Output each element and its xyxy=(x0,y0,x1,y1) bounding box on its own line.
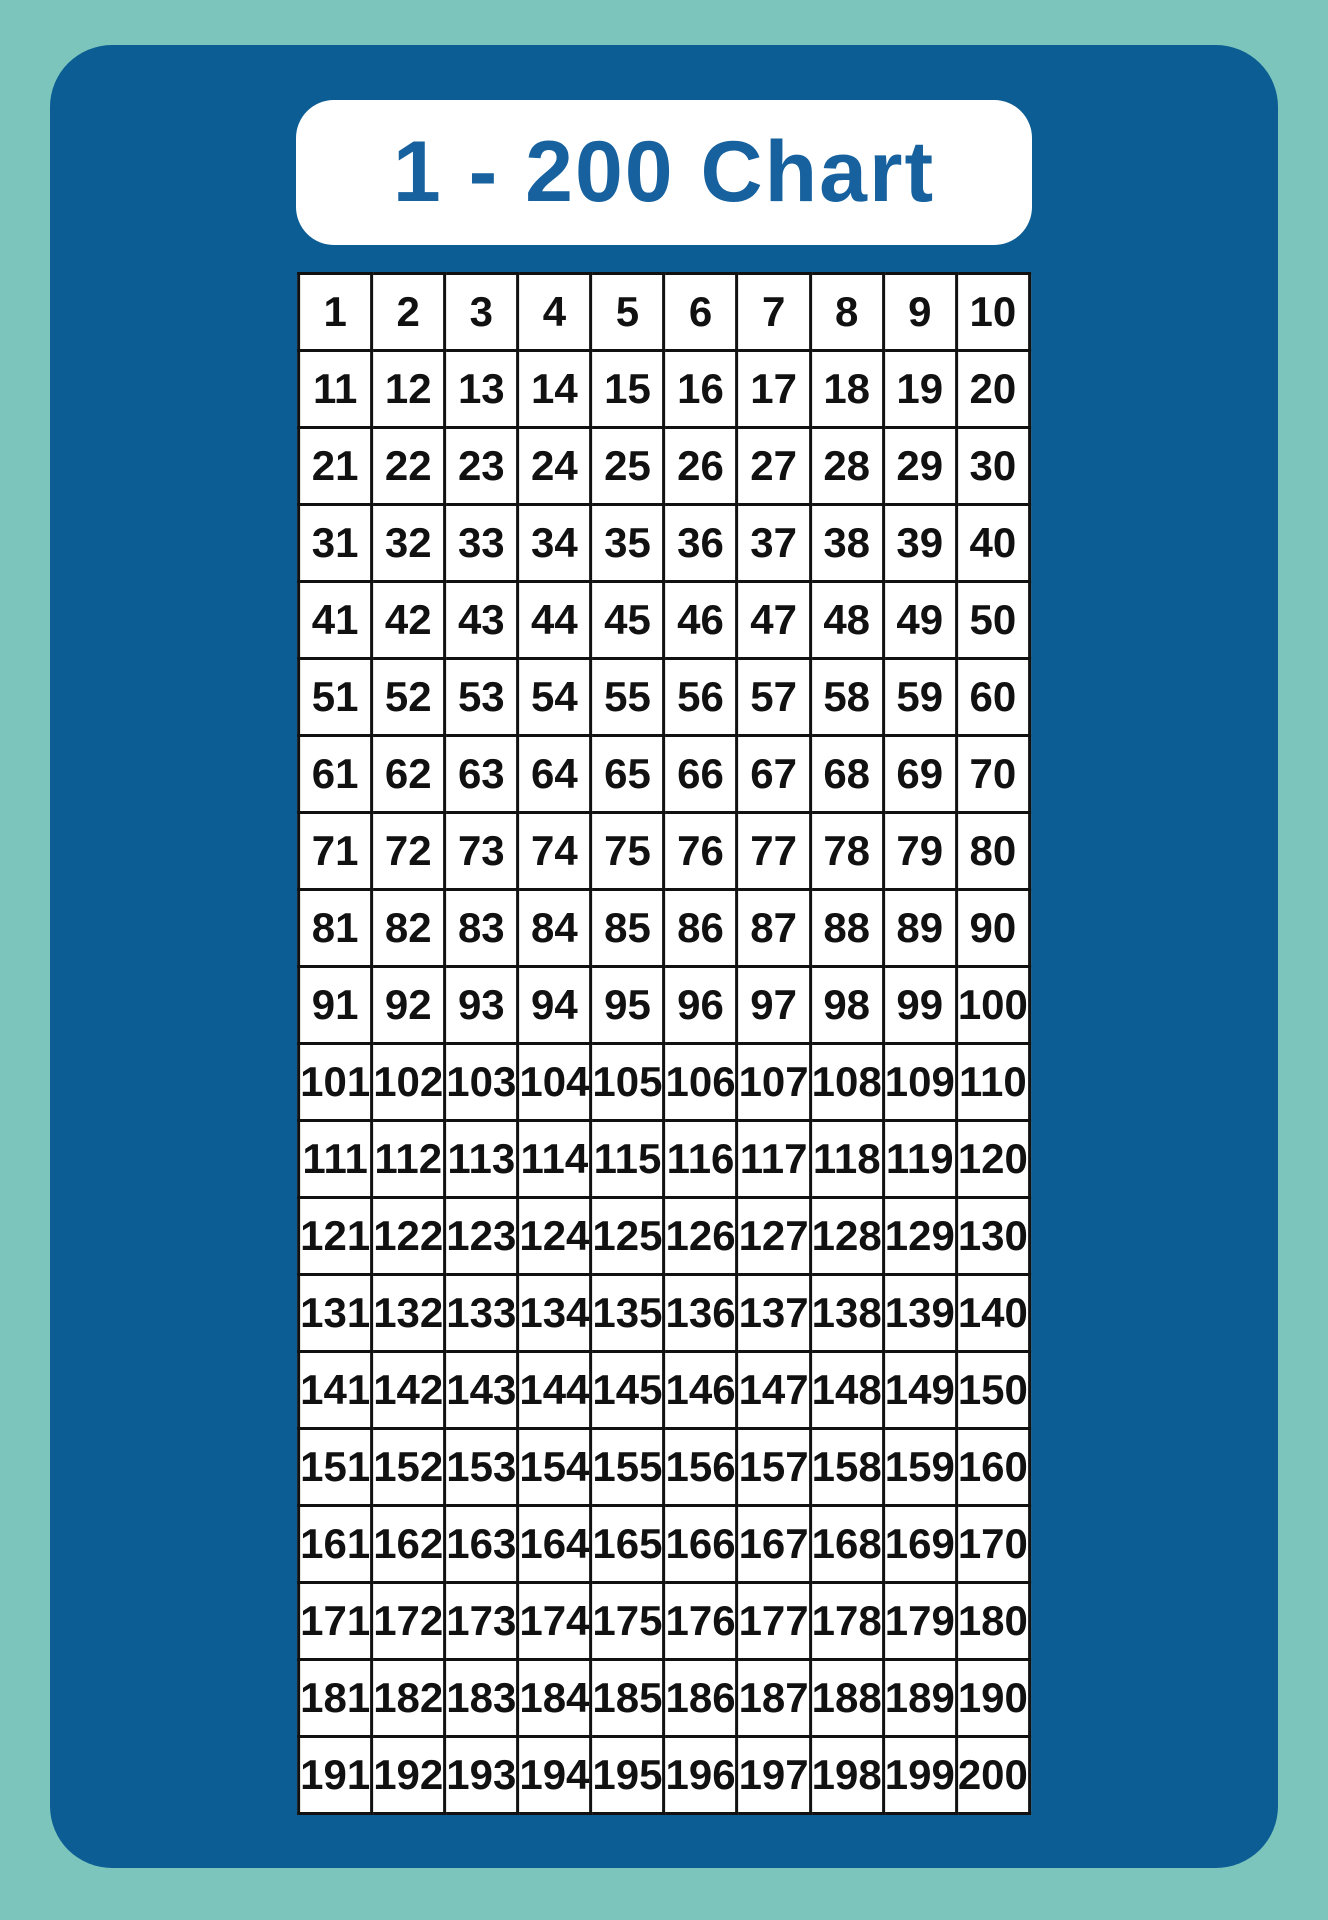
number-cell: 138 xyxy=(810,1275,883,1352)
number-cell: 189 xyxy=(883,1660,956,1737)
number-cell: 191 xyxy=(299,1737,372,1814)
number-cell: 68 xyxy=(810,736,883,813)
number-cell: 16 xyxy=(664,351,737,428)
number-cell: 56 xyxy=(664,659,737,736)
number-cell: 15 xyxy=(591,351,664,428)
number-cell: 41 xyxy=(299,582,372,659)
table-row xyxy=(299,813,1030,890)
number-cell: 121 xyxy=(299,1198,372,1275)
number-cell: 73 xyxy=(445,813,518,890)
number-cell: 2 xyxy=(372,274,445,351)
number-cell: 103 xyxy=(445,1044,518,1121)
number-cell: 97 xyxy=(737,967,810,1044)
number-cell: 19 xyxy=(883,351,956,428)
number-cell: 71 xyxy=(299,813,372,890)
number-cell: 187 xyxy=(737,1660,810,1737)
number-cell: 91 xyxy=(299,967,372,1044)
number-cell: 185 xyxy=(591,1660,664,1737)
number-cell: 122 xyxy=(372,1198,445,1275)
number-cell: 72 xyxy=(372,813,445,890)
number-cell: 180 xyxy=(956,1583,1029,1660)
table-row xyxy=(299,736,1030,813)
number-cell: 175 xyxy=(591,1583,664,1660)
table-row xyxy=(299,1429,1030,1506)
table-row xyxy=(299,659,1030,736)
number-cell: 127 xyxy=(737,1198,810,1275)
number-cell: 9 xyxy=(883,274,956,351)
number-cell: 179 xyxy=(883,1583,956,1660)
number-cell: 124 xyxy=(518,1198,591,1275)
number-cell: 100 xyxy=(956,967,1029,1044)
number-cell: 163 xyxy=(445,1506,518,1583)
number-cell: 34 xyxy=(518,505,591,582)
number-cell: 51 xyxy=(299,659,372,736)
table-row xyxy=(299,1660,1030,1737)
number-cell: 129 xyxy=(883,1198,956,1275)
number-cell: 133 xyxy=(445,1275,518,1352)
number-cell: 149 xyxy=(883,1352,956,1429)
number-cell: 143 xyxy=(445,1352,518,1429)
number-cell: 158 xyxy=(810,1429,883,1506)
number-cell: 112 xyxy=(372,1121,445,1198)
number-cell: 115 xyxy=(591,1121,664,1198)
number-cell: 69 xyxy=(883,736,956,813)
number-cell: 176 xyxy=(664,1583,737,1660)
table-row xyxy=(299,967,1030,1044)
number-cell: 156 xyxy=(664,1429,737,1506)
number-cell: 47 xyxy=(737,582,810,659)
number-cell: 3 xyxy=(445,274,518,351)
number-cell: 25 xyxy=(591,428,664,505)
number-cell: 130 xyxy=(956,1198,1029,1275)
number-cell: 86 xyxy=(664,890,737,967)
number-grid-container xyxy=(297,272,1031,1815)
number-cell: 107 xyxy=(737,1044,810,1121)
number-cell: 12 xyxy=(372,351,445,428)
number-cell: 167 xyxy=(737,1506,810,1583)
number-cell: 81 xyxy=(299,890,372,967)
number-cell: 28 xyxy=(810,428,883,505)
number-cell: 139 xyxy=(883,1275,956,1352)
number-cell: 192 xyxy=(372,1737,445,1814)
number-cell: 104 xyxy=(518,1044,591,1121)
number-cell: 193 xyxy=(445,1737,518,1814)
number-cell: 116 xyxy=(664,1121,737,1198)
table-row xyxy=(299,1121,1030,1198)
number-cell: 87 xyxy=(737,890,810,967)
number-cell: 95 xyxy=(591,967,664,1044)
number-cell: 96 xyxy=(664,967,737,1044)
number-cell: 17 xyxy=(737,351,810,428)
number-cell: 23 xyxy=(445,428,518,505)
number-cell: 152 xyxy=(372,1429,445,1506)
number-cell: 27 xyxy=(737,428,810,505)
number-cell: 78 xyxy=(810,813,883,890)
number-cell: 120 xyxy=(956,1121,1029,1198)
number-cell: 84 xyxy=(518,890,591,967)
number-cell: 141 xyxy=(299,1352,372,1429)
number-cell: 94 xyxy=(518,967,591,1044)
number-grid xyxy=(297,272,1031,1815)
number-cell: 151 xyxy=(299,1429,372,1506)
number-cell: 74 xyxy=(518,813,591,890)
number-cell: 137 xyxy=(737,1275,810,1352)
number-cell: 52 xyxy=(372,659,445,736)
number-cell: 186 xyxy=(664,1660,737,1737)
number-cell: 196 xyxy=(664,1737,737,1814)
number-cell: 181 xyxy=(299,1660,372,1737)
number-cell: 5 xyxy=(591,274,664,351)
number-cell: 145 xyxy=(591,1352,664,1429)
number-cell: 40 xyxy=(956,505,1029,582)
number-cell: 54 xyxy=(518,659,591,736)
number-cell: 125 xyxy=(591,1198,664,1275)
number-cell: 57 xyxy=(737,659,810,736)
number-cell: 132 xyxy=(372,1275,445,1352)
number-cell: 131 xyxy=(299,1275,372,1352)
number-cell: 75 xyxy=(591,813,664,890)
number-cell: 102 xyxy=(372,1044,445,1121)
number-cell: 10 xyxy=(956,274,1029,351)
number-cell: 80 xyxy=(956,813,1029,890)
number-cell: 93 xyxy=(445,967,518,1044)
number-cell: 146 xyxy=(664,1352,737,1429)
number-cell: 64 xyxy=(518,736,591,813)
number-cell: 8 xyxy=(810,274,883,351)
number-cell: 173 xyxy=(445,1583,518,1660)
number-cell: 184 xyxy=(518,1660,591,1737)
number-cell: 90 xyxy=(956,890,1029,967)
number-cell: 22 xyxy=(372,428,445,505)
number-cell: 18 xyxy=(810,351,883,428)
number-cell: 190 xyxy=(956,1660,1029,1737)
number-cell: 155 xyxy=(591,1429,664,1506)
number-cell: 172 xyxy=(372,1583,445,1660)
number-cell: 161 xyxy=(299,1506,372,1583)
number-cell: 99 xyxy=(883,967,956,1044)
title-banner xyxy=(296,100,1032,245)
number-cell: 14 xyxy=(518,351,591,428)
number-cell: 32 xyxy=(372,505,445,582)
table-row xyxy=(299,428,1030,505)
number-cell: 195 xyxy=(591,1737,664,1814)
number-cell: 13 xyxy=(445,351,518,428)
number-cell: 7 xyxy=(737,274,810,351)
number-cell: 153 xyxy=(445,1429,518,1506)
table-row xyxy=(299,1506,1030,1583)
number-cell: 48 xyxy=(810,582,883,659)
number-cell: 39 xyxy=(883,505,956,582)
number-grid-body xyxy=(299,274,1030,1814)
number-cell: 169 xyxy=(883,1506,956,1583)
number-cell: 197 xyxy=(737,1737,810,1814)
number-cell: 113 xyxy=(445,1121,518,1198)
number-cell: 178 xyxy=(810,1583,883,1660)
number-cell: 157 xyxy=(737,1429,810,1506)
number-cell: 42 xyxy=(372,582,445,659)
number-cell: 111 xyxy=(299,1121,372,1198)
number-cell: 188 xyxy=(810,1660,883,1737)
number-cell: 159 xyxy=(883,1429,956,1506)
table-row xyxy=(299,505,1030,582)
number-cell: 35 xyxy=(591,505,664,582)
number-cell: 46 xyxy=(664,582,737,659)
table-row xyxy=(299,582,1030,659)
number-cell: 1 xyxy=(299,274,372,351)
number-cell: 67 xyxy=(737,736,810,813)
number-cell: 126 xyxy=(664,1198,737,1275)
table-row xyxy=(299,1198,1030,1275)
number-cell: 105 xyxy=(591,1044,664,1121)
number-cell: 70 xyxy=(956,736,1029,813)
number-cell: 88 xyxy=(810,890,883,967)
number-cell: 142 xyxy=(372,1352,445,1429)
table-row xyxy=(299,1737,1030,1814)
number-cell: 83 xyxy=(445,890,518,967)
number-cell: 134 xyxy=(518,1275,591,1352)
number-cell: 160 xyxy=(956,1429,1029,1506)
number-cell: 136 xyxy=(664,1275,737,1352)
number-cell: 168 xyxy=(810,1506,883,1583)
number-cell: 62 xyxy=(372,736,445,813)
number-cell: 66 xyxy=(664,736,737,813)
number-cell: 200 xyxy=(956,1737,1029,1814)
page-title: 1 - 200 Chart xyxy=(392,124,936,220)
number-cell: 199 xyxy=(883,1737,956,1814)
table-row xyxy=(299,1583,1030,1660)
number-cell: 26 xyxy=(664,428,737,505)
number-cell: 198 xyxy=(810,1737,883,1814)
number-cell: 30 xyxy=(956,428,1029,505)
number-cell: 150 xyxy=(956,1352,1029,1429)
number-cell: 110 xyxy=(956,1044,1029,1121)
number-cell: 118 xyxy=(810,1121,883,1198)
number-cell: 63 xyxy=(445,736,518,813)
number-cell: 182 xyxy=(372,1660,445,1737)
number-cell: 50 xyxy=(956,582,1029,659)
number-cell: 36 xyxy=(664,505,737,582)
number-cell: 44 xyxy=(518,582,591,659)
number-cell: 6 xyxy=(664,274,737,351)
number-cell: 119 xyxy=(883,1121,956,1198)
number-cell: 76 xyxy=(664,813,737,890)
number-cell: 61 xyxy=(299,736,372,813)
number-cell: 123 xyxy=(445,1198,518,1275)
number-cell: 59 xyxy=(883,659,956,736)
number-cell: 60 xyxy=(956,659,1029,736)
number-cell: 147 xyxy=(737,1352,810,1429)
table-row xyxy=(299,351,1030,428)
number-cell: 98 xyxy=(810,967,883,1044)
table-row xyxy=(299,890,1030,967)
number-cell: 53 xyxy=(445,659,518,736)
number-cell: 108 xyxy=(810,1044,883,1121)
table-row xyxy=(299,274,1030,351)
number-cell: 174 xyxy=(518,1583,591,1660)
number-cell: 11 xyxy=(299,351,372,428)
table-row xyxy=(299,1352,1030,1429)
number-cell: 154 xyxy=(518,1429,591,1506)
number-cell: 144 xyxy=(518,1352,591,1429)
number-cell: 109 xyxy=(883,1044,956,1121)
number-cell: 33 xyxy=(445,505,518,582)
number-cell: 135 xyxy=(591,1275,664,1352)
number-cell: 4 xyxy=(518,274,591,351)
number-cell: 162 xyxy=(372,1506,445,1583)
chart-card xyxy=(50,45,1278,1868)
number-cell: 21 xyxy=(299,428,372,505)
number-cell: 31 xyxy=(299,505,372,582)
number-cell: 77 xyxy=(737,813,810,890)
number-cell: 164 xyxy=(518,1506,591,1583)
number-cell: 106 xyxy=(664,1044,737,1121)
number-cell: 170 xyxy=(956,1506,1029,1583)
number-cell: 177 xyxy=(737,1583,810,1660)
number-cell: 79 xyxy=(883,813,956,890)
number-cell: 140 xyxy=(956,1275,1029,1352)
number-cell: 29 xyxy=(883,428,956,505)
number-cell: 24 xyxy=(518,428,591,505)
number-cell: 148 xyxy=(810,1352,883,1429)
number-cell: 45 xyxy=(591,582,664,659)
number-cell: 20 xyxy=(956,351,1029,428)
number-cell: 49 xyxy=(883,582,956,659)
number-cell: 194 xyxy=(518,1737,591,1814)
table-row xyxy=(299,1275,1030,1352)
number-cell: 82 xyxy=(372,890,445,967)
number-cell: 89 xyxy=(883,890,956,967)
number-cell: 117 xyxy=(737,1121,810,1198)
number-cell: 114 xyxy=(518,1121,591,1198)
number-cell: 165 xyxy=(591,1506,664,1583)
number-cell: 43 xyxy=(445,582,518,659)
number-cell: 85 xyxy=(591,890,664,967)
number-cell: 92 xyxy=(372,967,445,1044)
number-cell: 171 xyxy=(299,1583,372,1660)
number-cell: 38 xyxy=(810,505,883,582)
number-cell: 65 xyxy=(591,736,664,813)
number-cell: 101 xyxy=(299,1044,372,1121)
table-row xyxy=(299,1044,1030,1121)
number-cell: 58 xyxy=(810,659,883,736)
number-cell: 55 xyxy=(591,659,664,736)
number-cell: 37 xyxy=(737,505,810,582)
number-cell: 183 xyxy=(445,1660,518,1737)
number-cell: 128 xyxy=(810,1198,883,1275)
number-cell: 166 xyxy=(664,1506,737,1583)
